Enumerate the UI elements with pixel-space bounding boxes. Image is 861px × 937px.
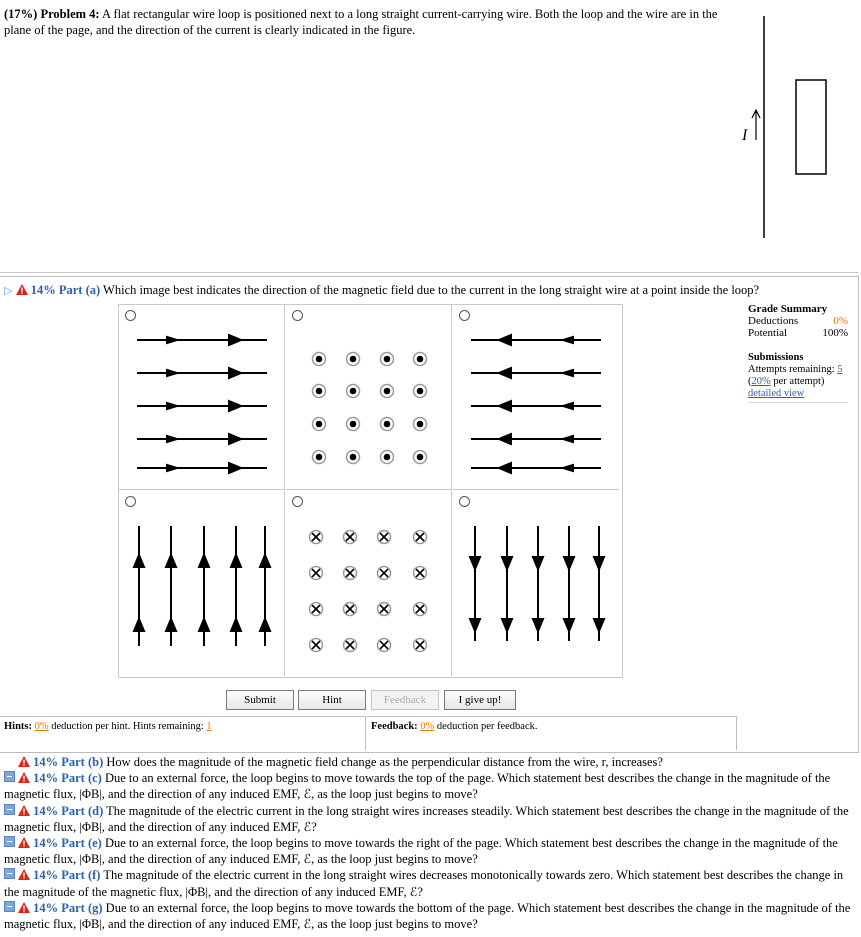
part-a-question: Which image best indicates the direction of the magnetic field due to the current in the long straight wire at a point inside the loop? (103, 283, 760, 297)
grade-summary-title: Grade Summary (748, 303, 828, 315)
problem-figure (730, 16, 840, 241)
part-d[interactable] (4, 803, 856, 835)
part-b[interactable] (4, 754, 856, 770)
potential-label: Potential (748, 327, 788, 339)
detailed-view-link[interactable]: detailed view (748, 388, 805, 399)
option-dots-out-of-page[interactable] (286, 305, 452, 490)
current-label: I (742, 127, 748, 144)
deductions-value: 0% (833, 315, 848, 327)
potential-value: 100% (822, 327, 848, 339)
option-crosses-into-page[interactable] (286, 491, 452, 676)
per-attempt-pct: 20% (751, 376, 771, 387)
feedback-text: deduction per feedback. (436, 721, 538, 732)
options-grid (118, 304, 623, 678)
other-parts-list (4, 754, 856, 932)
option-arrows-left[interactable] (453, 305, 619, 490)
hints-box (0, 716, 366, 750)
submissions-title: Submissions (748, 352, 804, 363)
part-g[interactable] (4, 900, 856, 932)
part-percent: 14% Part (c) (33, 771, 102, 786)
part-text: The magnitude of the electric current in the long straight wires increases steadily. Which statement best describes the change in the magnitude of the magnetic flux, |ΦB|, and the direction of any induced EMF, ℰ? (4, 803, 849, 834)
hints-label: Hints: (4, 721, 33, 732)
expand-icon[interactable] (4, 804, 15, 815)
attempts-label: Attempts remaining: (748, 364, 835, 375)
problem-statement (4, 6, 734, 38)
part-percent: 14% Part (g) (33, 900, 103, 915)
warning-icon (18, 805, 30, 816)
rectangular-loop (796, 80, 826, 174)
submit-button[interactable]: Submit (226, 690, 294, 710)
hints-pct: 0% (34, 721, 49, 732)
grade-summary (748, 303, 848, 339)
problem-text: A flat rectangular wire loop is positioned next to a long straight current-carrying wire. Both the loop and the wire are in the plane of the page, and the direction of the current is clearly indicated in the figure. (4, 7, 718, 37)
part-a-header (4, 283, 844, 299)
collapse-triangle-icon[interactable]: ▷ (4, 285, 13, 297)
option-arrows-right[interactable] (119, 305, 285, 490)
part-f[interactable] (4, 867, 856, 899)
feedback-button: Feedback (371, 690, 439, 710)
warning-icon (18, 837, 30, 848)
part-percent: 14% Part (d) (33, 803, 104, 818)
hint-button[interactable]: Hint (298, 690, 366, 710)
part-text: The magnitude of the electric current in the long straight wires decreases monotonically towards zero. Which statement best describes the change in the magnitude of the magnetic flux, |ΦB|, and the direction of any induced EMF, ℰ? (4, 868, 844, 899)
feedback-pct: 0% (420, 721, 435, 732)
expand-icon[interactable] (4, 868, 15, 879)
field-dots-figure (286, 305, 452, 490)
option-arrows-down[interactable] (453, 491, 619, 676)
part-percent: 14% Part (e) (33, 836, 102, 851)
problem-label: (17%) Problem 4: (4, 7, 100, 21)
part-text: How does the magnitude of the magnetic field change as the perpendicular distance from the wire, r, increases? (106, 755, 663, 769)
deductions-label: Deductions (748, 315, 799, 327)
part-text: Due to an external force, the loop begins to move towards the right of the page. Which statement best describes the change in the magnitude of the magnetic flux, |ΦB|, and the direction of any induced EMF, ℰ, as the loop just begins to move? (4, 836, 838, 867)
part-percent: 14% Part (f) (33, 868, 101, 883)
expand-icon[interactable] (4, 901, 15, 912)
divider (0, 272, 859, 273)
part-text: Due to an external force, the loop begins to move towards the bottom of the page. Which statement best describes the change in the magnitude of the magnetic flux, |ΦB|, and the direction of any induced EMF, ℰ, as the loop just begins to move? (4, 900, 851, 932)
attempts-value: 5 (837, 364, 843, 375)
part-percent: 14% Part (b) (33, 755, 104, 769)
expand-icon[interactable] (4, 771, 15, 782)
option-arrows-up[interactable] (119, 491, 285, 676)
warning-icon (16, 284, 28, 295)
expand-icon[interactable] (4, 836, 15, 847)
warning-icon (18, 869, 30, 880)
give-up-button[interactable]: I give up! (444, 690, 516, 710)
hints-text: deduction per hint. Hints remaining: (51, 721, 204, 732)
feedback-label: Feedback: (371, 721, 418, 732)
hints-remaining: 1 (206, 721, 212, 732)
part-a-percent: 14% Part (a) (30, 283, 101, 297)
warning-icon (18, 902, 30, 913)
field-arrows-down-figure (453, 491, 619, 676)
part-e[interactable] (4, 835, 856, 867)
warning-icon (18, 756, 30, 767)
field-crosses-figure (286, 491, 452, 676)
part-c[interactable] (4, 770, 856, 802)
part-text: Due to an external force, the loop begins to move towards the top of the page. Which statement best describes the change in the magnitude of the magnetic flux, |ΦB|, and the direction of any induced EMF, ℰ, as the loop just begins to move? (4, 771, 831, 802)
field-arrows-left-figure (453, 305, 619, 490)
submissions-panel: Submissions Attempts remaining: 5 (20% per attempt) detailed view (748, 352, 848, 403)
field-arrows-right-figure (119, 305, 285, 490)
warning-icon (18, 772, 30, 783)
feedback-box (367, 716, 737, 750)
per-attempt-text: per attempt) (773, 376, 825, 387)
field-arrows-up-figure (119, 491, 285, 676)
